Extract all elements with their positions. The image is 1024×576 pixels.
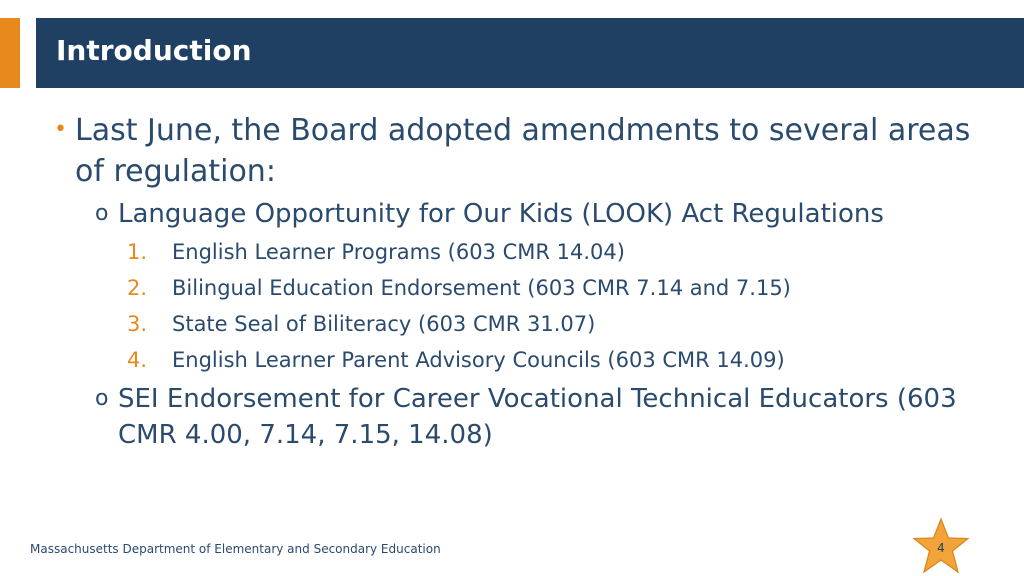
numbered-item	[127, 270, 987, 306]
item-text: Bilingual Education Endorsement (603 CMR 7.14 and 7.15)	[172, 276, 791, 300]
sub-bullet-text: SEI Endorsement for Career Vocational Technical Educators (603 CMR 4.00, 7.14, 7.15, 14.08)	[118, 384, 957, 450]
slide-title: Introduction	[56, 34, 252, 67]
main-bullet-text: Last June, the Board adopted amendments to several areas of regulation:	[75, 113, 971, 189]
numbered-item	[127, 306, 987, 342]
numbered-item	[127, 234, 987, 270]
sub-bullet-text: Language Opportunity for Our Kids (LOOK) Act Regulations	[118, 199, 884, 229]
item-text: English Learner Programs (603 CMR 14.04)	[172, 240, 625, 264]
sub-bullet-marker: o	[95, 386, 109, 411]
item-text: State Seal of Biliteracy (603 CMR 31.07)	[172, 312, 596, 336]
item-number: 1.	[127, 240, 148, 264]
footer-organization: Massachusetts Department of Elementary and Secondary Education	[30, 542, 441, 556]
accent-bar	[0, 18, 20, 88]
item-number: 3.	[127, 312, 148, 336]
page-number-badge	[910, 517, 972, 576]
title-bar	[36, 18, 1024, 88]
item-number: 4.	[127, 348, 148, 372]
sub-bullet-marker: o	[95, 201, 109, 226]
sub-bullet-look-act	[95, 196, 995, 232]
main-bullet	[54, 110, 994, 192]
page-number: 4	[937, 541, 945, 555]
sub-bullet-sei-endorsement	[95, 381, 975, 453]
numbered-item	[127, 342, 987, 378]
item-number: 2.	[127, 276, 148, 300]
bullet-dot-icon: •	[54, 117, 67, 142]
item-text: English Learner Parent Advisory Councils (603 CMR 14.09)	[172, 348, 785, 372]
